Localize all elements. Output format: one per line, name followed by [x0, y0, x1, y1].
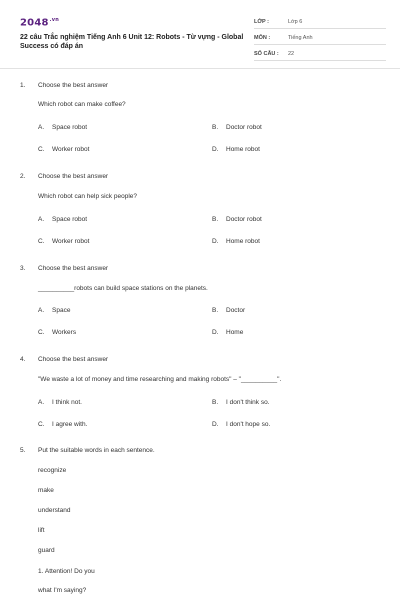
option-letter: D. [212, 238, 219, 245]
option-letter: A. [38, 216, 45, 223]
header-divider [0, 68, 400, 69]
question-number: 3. [20, 265, 26, 272]
option-text: I think not. [52, 399, 82, 406]
option-b[interactable] [212, 216, 262, 223]
question-text: __________robots can build space stations on the planets. [38, 285, 208, 292]
option-letter: D. [212, 146, 219, 153]
question-instruction: Choose the best answer [38, 82, 109, 89]
meta-value: 22 [288, 51, 295, 57]
option-text: Space [52, 307, 71, 314]
question-text: "We waste a lot of money and time researching and making robots" – "__________". [38, 376, 282, 383]
option-d[interactable] [212, 329, 243, 336]
document-header [14, 12, 386, 64]
site-logo[interactable] [20, 17, 59, 28]
sentence-text: what I'm saying? [38, 587, 87, 594]
option-text: I don't think so. [226, 399, 270, 406]
option-a[interactable] [38, 307, 70, 314]
option-a[interactable] [38, 216, 87, 223]
option-text: Home [226, 329, 244, 336]
option-letter: B. [212, 124, 219, 131]
document-meta [254, 16, 386, 64]
option-letter: C. [38, 146, 45, 153]
meta-label: MÔN : [254, 35, 271, 41]
option-c[interactable] [38, 238, 89, 245]
option-text: I agree with. [52, 421, 88, 428]
word-item: make [38, 487, 54, 494]
meta-value: Lớp 6 [288, 19, 303, 25]
option-letter: B. [212, 307, 219, 314]
question-text: Which robot can help sick people? [38, 193, 138, 200]
meta-row-count [254, 48, 386, 61]
question-instruction: Put the suitable words in each sentence. [38, 447, 155, 454]
question-text: Which robot can make coffee? [38, 101, 126, 108]
sentence-text: 1. Attention! Do you [38, 568, 95, 575]
meta-label: LỚP : [254, 19, 269, 25]
question-number: 2. [20, 173, 26, 180]
option-c[interactable] [38, 421, 87, 428]
option-letter: D. [212, 421, 219, 428]
option-letter: A. [38, 307, 45, 314]
word-item: guard [38, 547, 55, 554]
option-text: Worker robot [52, 146, 90, 153]
option-d[interactable] [212, 146, 260, 153]
meta-value: Tiếng Anh [288, 35, 313, 41]
option-letter: B. [212, 216, 219, 223]
document-title: 22 câu Trắc nghiệm Tiếng Anh 6 Unit 12: Robots - Từ vựng - Global Success có đáp án [20, 34, 244, 50]
meta-label: SỐ CÂU : [254, 51, 279, 57]
option-d[interactable] [212, 238, 260, 245]
option-d[interactable] [212, 421, 270, 428]
option-text: Space robot [52, 124, 88, 131]
logo-text: 2048 [20, 17, 49, 29]
meta-row-class [254, 16, 386, 29]
option-text: Workers [52, 329, 77, 336]
option-text: Doctor robot [226, 216, 262, 223]
option-a[interactable] [38, 124, 87, 131]
option-letter: D. [212, 329, 219, 336]
meta-row-subject [254, 32, 386, 45]
option-a[interactable] [38, 399, 82, 406]
logo-suffix: .vn [49, 17, 59, 23]
option-b[interactable] [212, 124, 262, 131]
question-instruction: Choose the best answer [38, 265, 109, 272]
option-letter: A. [38, 399, 45, 406]
question-number: 4. [20, 356, 26, 363]
option-letter: C. [38, 238, 45, 245]
option-text: Worker robot [52, 238, 90, 245]
option-b[interactable] [212, 307, 245, 314]
option-letter: B. [212, 399, 219, 406]
question-number: 1. [20, 82, 26, 89]
option-letter: C. [38, 421, 45, 428]
option-b[interactable] [212, 399, 270, 406]
word-item: lift [38, 527, 45, 534]
option-c[interactable] [38, 146, 89, 153]
question-instruction: Choose the best answer [38, 173, 109, 180]
option-text: Home robot [226, 238, 260, 245]
option-text: Doctor [226, 307, 246, 314]
word-item: understand [38, 507, 71, 514]
question-instruction: Choose the best answer [38, 356, 109, 363]
option-c[interactable] [38, 329, 76, 336]
option-letter: A. [38, 124, 45, 131]
option-text: Home robot [226, 146, 260, 153]
word-item: recognize [38, 467, 67, 474]
question-number: 5. [20, 447, 26, 454]
option-text: Space robot [52, 216, 88, 223]
option-text: Doctor robot [226, 124, 262, 131]
option-letter: C. [38, 329, 45, 336]
option-text: I don't hope so. [226, 421, 271, 428]
